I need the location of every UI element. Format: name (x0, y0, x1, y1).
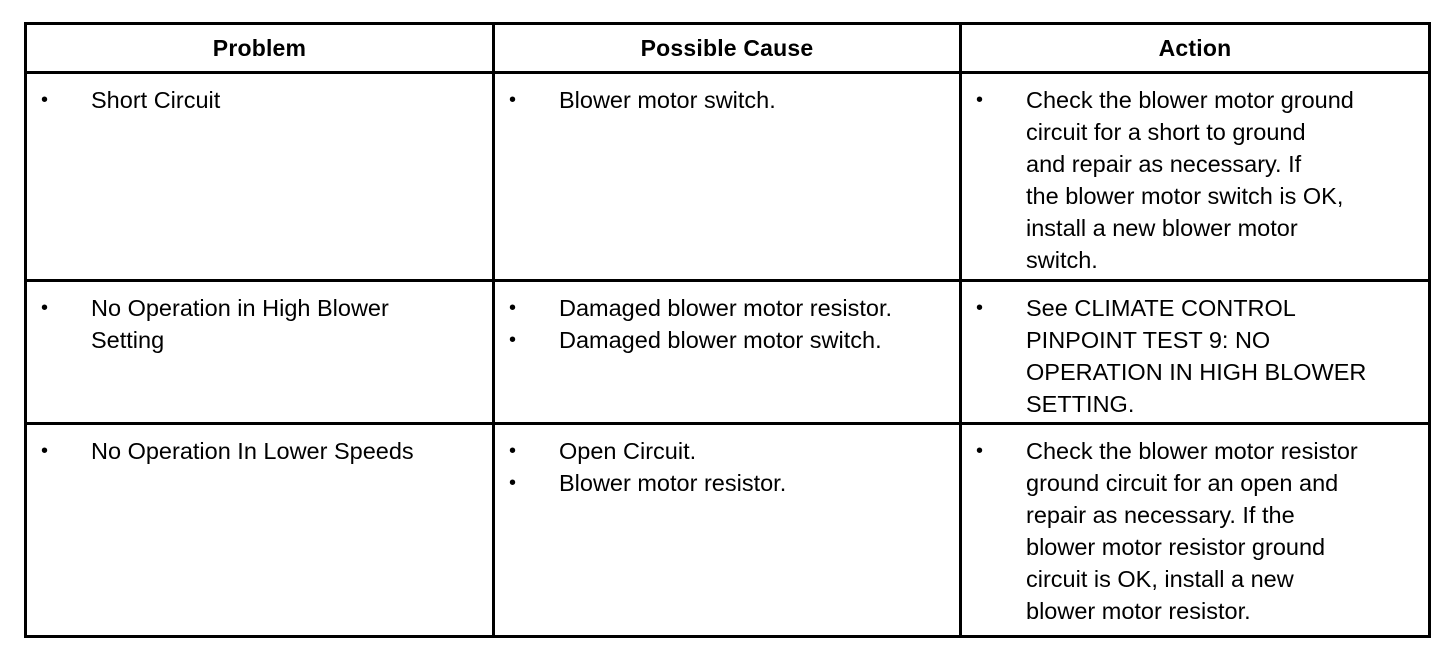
list-item (962, 292, 1428, 420)
cause-text: Blower motor resistor. (559, 470, 787, 496)
cause-cell (494, 73, 961, 281)
list-item (495, 84, 959, 116)
header-action: Action (961, 24, 1430, 73)
action-text: Check the blower motor ground circuit for a short to ground and repair as necessary. If the blower motor switch is OK, install a new blower motor switch. (1026, 87, 1354, 273)
bullet-icon: • (41, 89, 49, 111)
bullet-icon: • (976, 89, 984, 111)
list-item (962, 84, 1428, 276)
action-cell (961, 73, 1430, 281)
list-item (27, 84, 492, 116)
problem-text: Short Circuit (91, 87, 221, 113)
problem-cell (26, 281, 494, 424)
list-item (27, 292, 492, 356)
cause-text: Open Circuit. (559, 438, 697, 464)
problem-cell (26, 73, 494, 281)
bullet-icon: • (41, 297, 49, 319)
problem-text: No Operation In Lower Speeds (91, 438, 414, 464)
bullet-icon: • (509, 472, 517, 494)
bullet-icon: • (976, 440, 984, 462)
list-item (962, 435, 1428, 627)
diagnosis-table-container (24, 22, 1428, 638)
table-row (26, 281, 1430, 424)
bullet-icon: • (976, 297, 984, 319)
diagnosis-table (24, 22, 1431, 638)
action-cell (961, 281, 1430, 424)
cause-cell (494, 424, 961, 637)
header-row (26, 24, 1430, 73)
list-item (495, 467, 959, 499)
bullet-icon: • (509, 440, 517, 462)
list-item (495, 324, 959, 356)
list-item (495, 435, 959, 467)
bullet-icon: • (509, 297, 517, 319)
cause-text: Blower motor switch. (559, 87, 776, 113)
problem-cell (26, 424, 494, 637)
table-row (26, 73, 1430, 281)
header-possible-cause: Possible Cause (494, 24, 961, 73)
problem-text: No Operation in High Blower Setting (91, 295, 389, 353)
action-text: See CLIMATE CONTROL PINPOINT TEST 9: NO OPERATION IN HIGH BLOWER SETTING. (1026, 295, 1367, 417)
action-text: Check the blower motor resistor ground circuit for an open and repair as necessary. If the blower motor resistor ground circuit is OK, install a new blower motor resistor. (1026, 438, 1358, 624)
cause-text: Damaged blower motor switch. (559, 327, 882, 353)
list-item (495, 292, 959, 324)
bullet-icon: • (41, 440, 49, 462)
bullet-icon: • (509, 89, 517, 111)
action-cell (961, 424, 1430, 637)
table-row (26, 424, 1430, 637)
bullet-icon: • (509, 329, 517, 351)
cause-cell (494, 281, 961, 424)
list-item (27, 435, 492, 467)
header-problem: Problem (26, 24, 494, 73)
cause-text: Damaged blower motor resistor. (559, 295, 893, 321)
